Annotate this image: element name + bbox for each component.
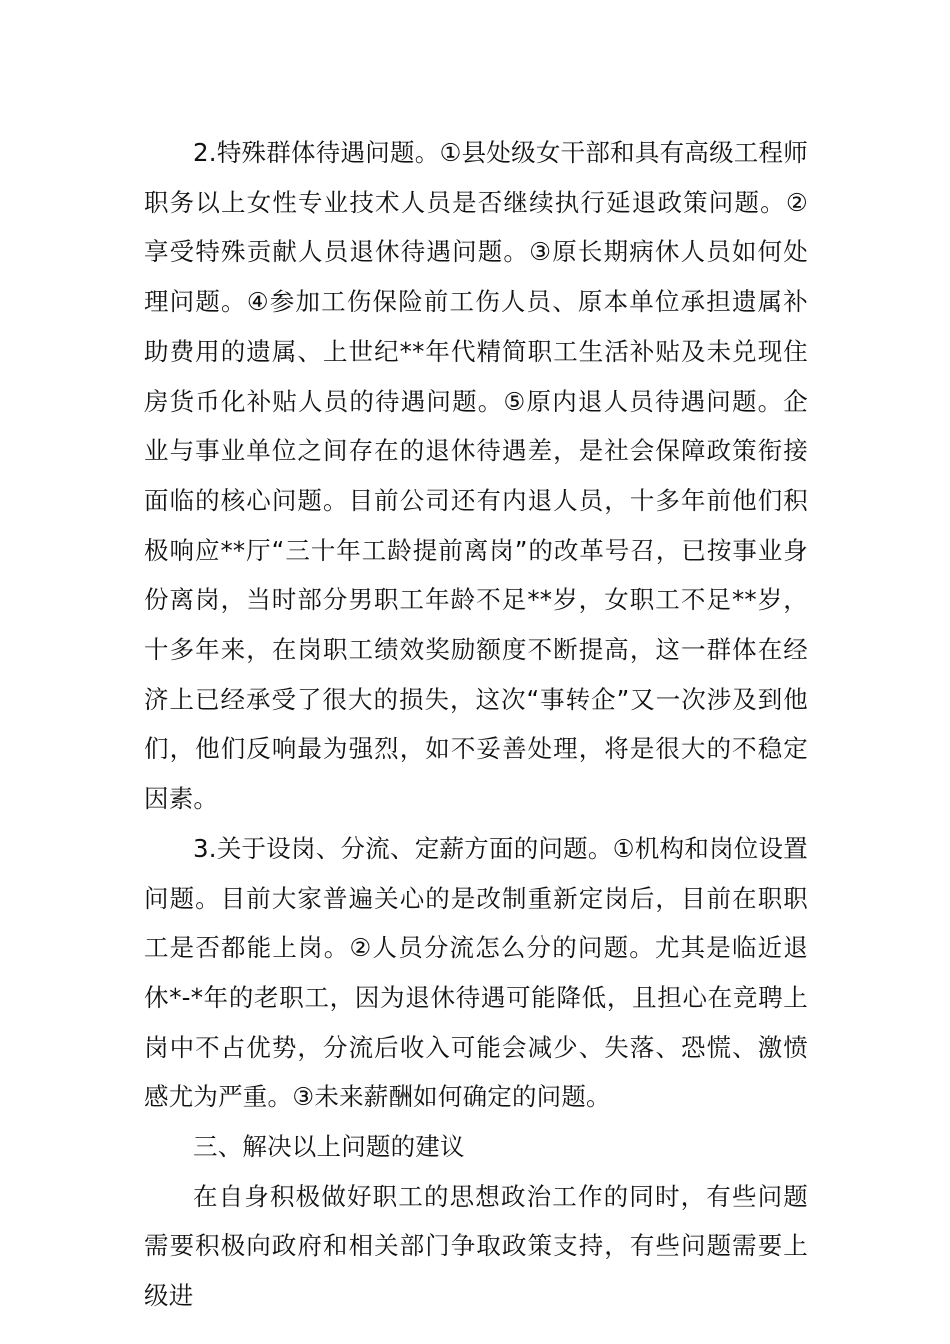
document-body <box>144 128 808 1321</box>
section-heading-suggestions: 三、解决以上问题的建议 <box>193 1132 465 1162</box>
paragraph-suggestions: 在自身积极做好职工的思想政治工作的同时，有些问题需要积极向政府和相关部门争取政策支持，有些问题需要上级进 <box>144 1181 808 1311</box>
paragraph-special-groups: 2.特殊群体待遇问题。①县处级女干部和具有高级工程师职务以上女性专业技术人员是否继续执行延退政策问题。②享受特殊贡献人员退休待遇问题。③原长期病休人员如何处理问题。④参加工伤保险前工伤人员、原本单位承担遗属补助费用的遗属、上世纪**年代精简职工生活补贴及未兑现住房货币化补贴人员的待遇问题。⑤原内退人员待遇问题。企业与事业单位之间存在的退休待遇差，是社会保障政策衔接面临的核心问题。目前公司还有内退人员，十多年前他们积极响应**厅“三十年工龄提前离岗”的改革号召，已按事业身份离岗，当时部分男职工年龄不足**岁，女职工不足**岁，十多年来，在岗职工绩效奖励额度不断提高，这一群体在经济上已经承受了很大的损失，这次“事转企”又一次涉及到他们，他们反响最为强烈，如不妥善处理，将是很大的不稳定因素。 <box>144 138 808 814</box>
paragraph-posts-and-salary: 3.关于设岗、分流、定薪方面的问题。①机构和岗位设置问题。目前大家普遍关心的是改制重新定岗后，目前在职职工是否都能上岗。②人员分流怎么分的问题。尤其是临近退休*-*年的老职工，因为退休待遇可能降低，且担心在竞聘上岗中不占优势，分流后收入可能会减少、失落、恐慌、激愤感尤为严重。③未来薪酬如何确定的问题。 <box>144 833 808 1112</box>
